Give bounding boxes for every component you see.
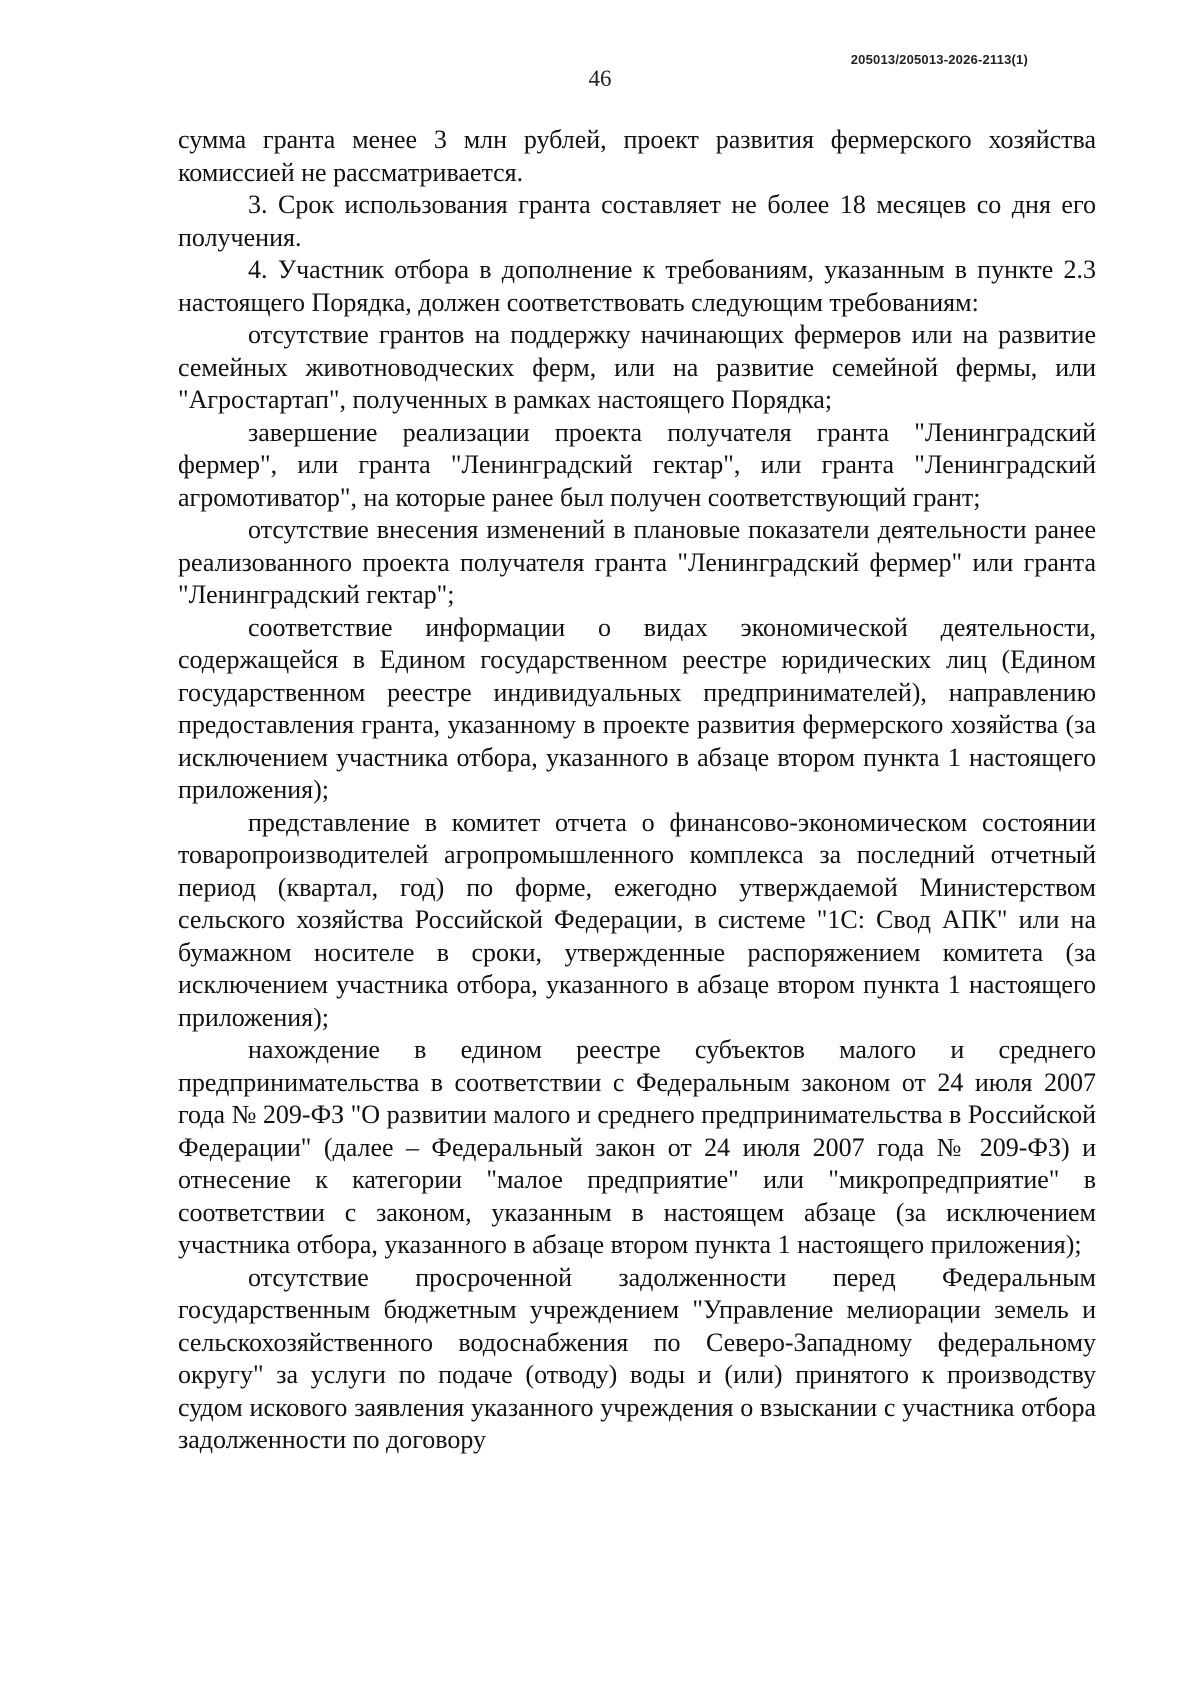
- paragraph-no-indicator-changes: отсутствие внесения изменений в плановые показатели деятельности ранее реализованного проекта получателя гранта "Ленинградский фермер" или гранта "Ленинградский гектар";: [178, 515, 1096, 609]
- page-number: 46: [588, 66, 612, 91]
- paragraph-requirements-intro: 4. Участник отбора в дополнение к требованиям, указанным в пункте 2.3 настоящего Порядка, должен соответствовать следующим требованиям:: [178, 255, 1096, 317]
- document-code: 205013/205013-2026-2113(1): [850, 52, 1028, 67]
- document-body: [178, 124, 1096, 1457]
- paragraph-no-overdue-debt: отсутствие просроченной задолженности перед Федеральным государственным бюджетным учреждением "Управление мелиорации земель и сельскохозяйственного водоснабжения по Северо-Западному федеральному округу" за услуги по подаче (отводу) воды и (или) принятого к производству судом искового заявления указанного учреждения о взыскании с участника отбора задолженности по договору: [178, 1262, 1096, 1454]
- paragraph-no-previous-grants: отсутствие грантов на поддержку начинающих фермеров или на развитие семейных животноводческих ферм, или на развитие семейной фермы, или "Агростартап", полученных в рамках настоящего Порядка;: [178, 320, 1096, 414]
- paragraph-activity-compliance: соответствие информации о видах экономической деятельности, содержащейся в Едином государственном реестре юридических лиц (Едином государственном реестре индивидуальных предпринимателей), направлению предоставления гранта, указанному в проекте развития фермерского хозяйства (за исключением участника отбора, указанного в абзаце втором пункта 1 настоящего приложения);: [178, 612, 1096, 804]
- paragraph-sme-registry: нахождение в едином реестре субъектов малого и среднего предпринимательства в соответствии с Федеральным законом от 24 июля 2007 года № 209-ФЗ "О развитии малого и среднего предпринимательства в Российской Федерации" (далее – Федеральный закон от 24 июля 2007 года № 209-ФЗ) и отнесение к категории "малое предприятие" или "микропредприятие" в соответствии с законом, указанным в настоящем абзаце (за исключением участника отбора, указанного в абзаце втором пункта 1 настоящего приложения);: [178, 1035, 1096, 1259]
- paragraph-financial-report: представление в комитет отчета о финансово-экономическом состоянии товаропроизводителей агропромышленного комплекса за последний отчетный период (квартал, год) по форме, ежегодно утверждаемой Министерством сельского хозяйства Российской Федерации, в системе "1С: Свод АПК" или на бумажном носителе в сроки, утвержденные распоряжением комитета (за исключением участника отбора, указанного в абзаце втором пункта 1 настоящего приложения);: [178, 807, 1096, 1032]
- paragraph-grant-term: 3. Срок использования гранта составляет не более 18 месяцев со дня его получения.: [178, 190, 1096, 252]
- paragraph-project-completion: завершение реализации проекта получателя гранта "Ленинградский фермер", или гранта "Ленинградский гектар", или гранта "Ленинградский агромотиватор", на которые ранее был получен соответствующий грант;: [178, 417, 1096, 512]
- paragraph-grant-amount: сумма гранта менее 3 млн рублей, проект развития фермерского хозяйства комиссией не рассматривается.: [178, 125, 1096, 187]
